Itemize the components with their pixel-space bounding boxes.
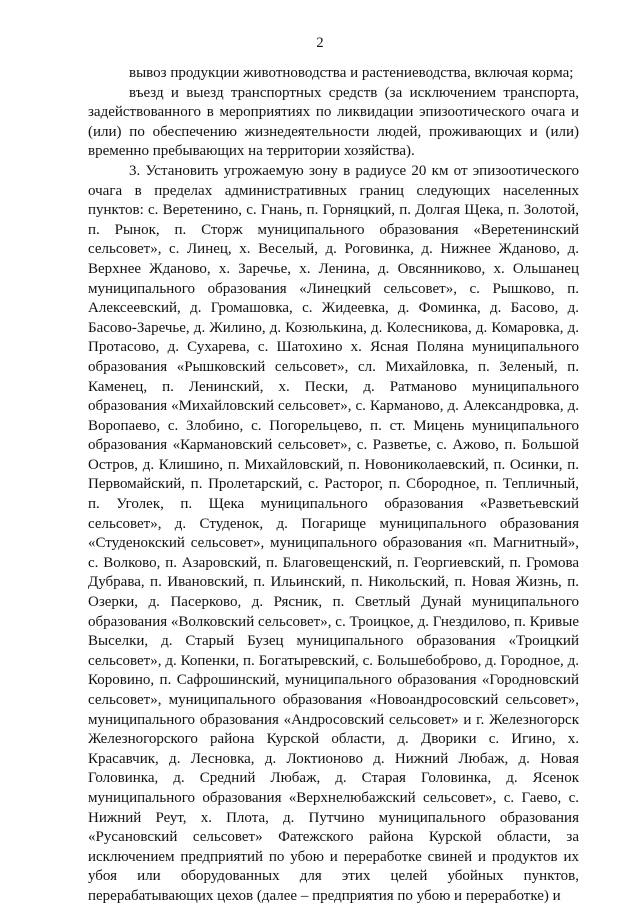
paragraph-threatened-zone: 3. Установить угрожаемую зону в радиусе 20 км от эпизоотического очага в пределах административных границ следующих населенных пунктов: с. Веретенино, с. Гнань, п. Горняцкий, п. Долгая Щека, п. Золотой, п. Рынок, п. Сторж муниципального образования «Веретенинский сельсовет», с. Линец, х. Веселый, д. Роговинка, д. Нижнее Жданово, д. Верхнее Жданово, х. Заречье, х. Ленина, д. Овсянниково, х. Ольшанец муниципального образования «Линецкий сельсовет», с. Рышково, п. Алексеевский, д. Громашовка, с. Жидеевка, д. Фоминка, д. Басово, д. Басово-Заречье, д. Жилино, д. Козюлькина, д. Колесникова, д. Комаровка, д. Протасово, д. Сухарева, с. Шатохино х. Ясная Поляна муниципального образования «Рышковский сельсовет», сл. Михайловка, п. Зеленый, п. Каменец, п. Ленинский, х. Пески, д. Ратманово муниципального образования «Михайловский сельсовет», с. Карманово, д. Александровка, д. Воропаево, с. Злобино, с. Погорельцево, п. ст. Мицень муниципального образования «Кармановский сельсовет», с. Разветье, с. Ажово, п. Большой Остров, д. Клишино, п. Михайловский, п. Новониколаевский, п. Осинки, п. Первомайский, п. Пролетарский, с. Расторог, п. Сбородное, п. Тепличный, п. Уголек, п. Щека муниципального образования «Разветьевский сельсовет», д. Студенок, д. Погарище муниципального образования «Студенокский сельсовет», муниципального образования «п. Магнитный», с. Волково, п. Азаровский, п. Благовещенский, п. Георгиевский, п. Громова Дубрава, п. Ивановский, п. Ильинский, п. Никольский, п. Новая Жизнь, п. Озерки, д. Пасерково, д. Рясник, п. Светлый Дунай муниципального образования «Волковский сельсовет», с. Троицкое, д. Гнездилово, п. Кривые Выселки, д. Старый Бузец муниципального образования «Троицкий сельсовет», д. Копенки, п. Богатыревский, с. Большебоброво, д. Городное, д. Коровино, п. Сафрошинский, муниципального образования «Городновский сельсовет», муниципального образования «Новоандросовский сельсовет», муниципального образования «Андросовский сельсовет» и г. Железногорск Железногорского района Курской области, д. Дворики с. Игино, х. Красавчик, д. Лесновка, д. Локтионово д. Нижний Любаж, д. Новая Головинка, д. Средний Любаж, д. Старая Головинка, д. Ясенок муниципального образования «Верхнелюбажский сельсовет», с. Гаево, с. Нижний Реут, х. Плота, д. Путчино муниципального образования «Русановский сельсовет» Фатежского района Курской области, за исключением предприятий по убою и переработке свиней и продуктов их убоя или оборудованных для этих целей убойных пунктов, перерабатывающих цехов (далее – предприятия по убою и переработке) и: [88, 162, 579, 904]
paragraph-vehicle-restriction: въезд и выезд транспортных средств (за исключением транспорта, задействованного в мероприятиях по ликвидации эпизоотического очага и (или) по обеспечению жизнедеятельности людей, проживающих и (или) временно пребывающих на территории хозяйства).: [88, 84, 579, 160]
paragraph-export-restriction: вывоз продукции животноводства и растениеводства, включая корма;: [129, 65, 574, 81]
document-body: [88, 64, 579, 907]
page-number: 2: [316, 35, 324, 51]
